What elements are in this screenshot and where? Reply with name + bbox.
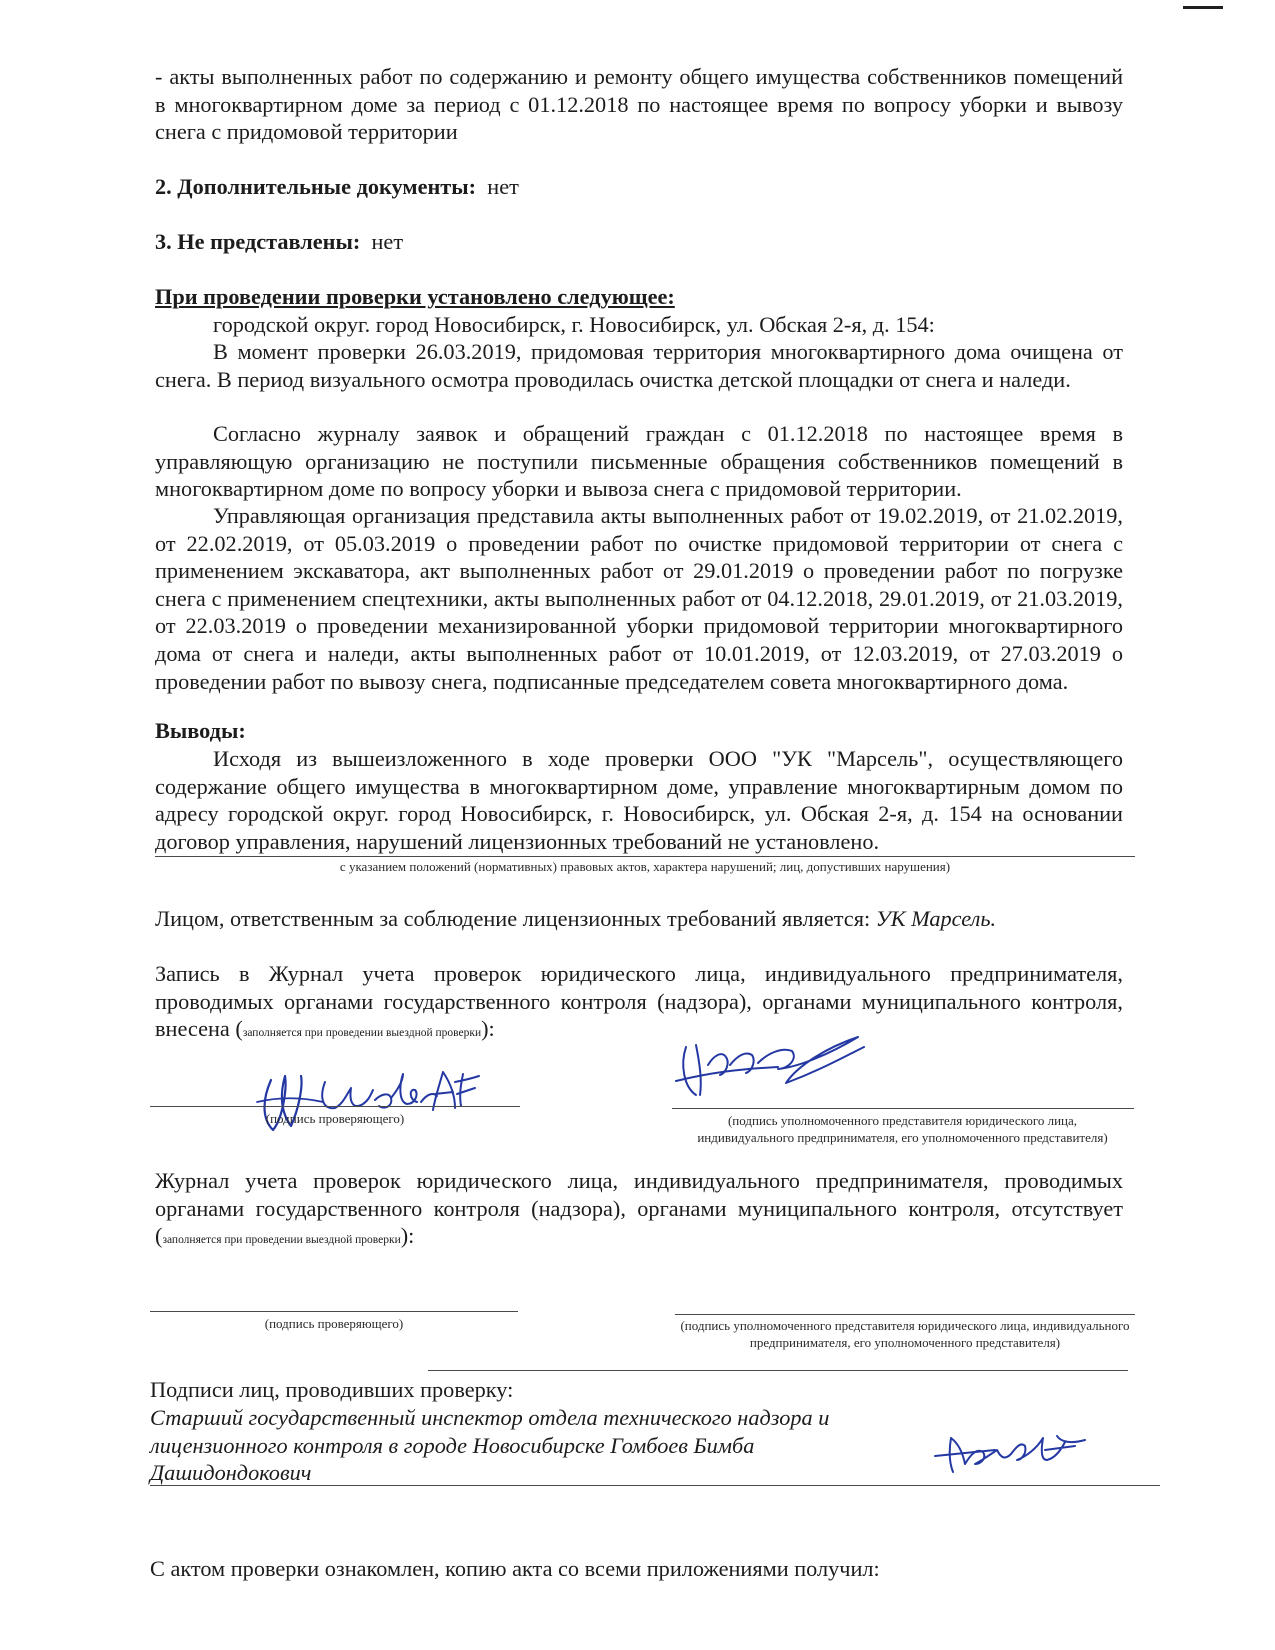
signers-heading: Подписи лиц, проводивших проверку: xyxy=(150,1377,514,1402)
inspector-caption-1: (подпись проверяющего) xyxy=(265,1111,405,1126)
conclusions-rule xyxy=(155,856,1135,857)
acknowledge-line: С актом проверки ознакомлен, копию акта со всеми приложениями получил: xyxy=(150,1556,880,1581)
responsible-line: Лицом, ответственным за соблюдение лицензионных требований является: УК Марсель. xyxy=(155,906,997,931)
journal-record-text: Запись в Журнал учета проверок юридического лица, индивидуального предпринимателя, проводимых органами государственного контроля (надзора), органами муниципального контроля, внесена (заполняется при проведении выездной проверки): xyxy=(155,961,1123,1042)
section3-label: 3. Не представлены: xyxy=(155,229,361,254)
scan-edge-mark xyxy=(1183,6,1223,9)
section2-label: 2. Дополнительные документы: xyxy=(155,174,477,199)
representative-signature-line-1 xyxy=(672,1108,1134,1109)
section-additional-documents xyxy=(155,173,1123,201)
representative-signature xyxy=(668,1025,898,1105)
responsible-value: УК Марсель. xyxy=(875,906,997,931)
findings-address: городской округ. город Новосибирск, г. Новосибирск, ул. Обская 2-я, д. 154: xyxy=(213,312,935,337)
section3-value: нет xyxy=(371,229,404,254)
inspector-signature-line-1 xyxy=(150,1106,520,1107)
section2-value: нет xyxy=(487,174,519,199)
signers-underline xyxy=(150,1485,1160,1486)
findings-paragraph-3: Управляющая организация представила акты выполненных работ от 19.02.2019, от 21.02.2019, от 22.02.2019, от 05.03.2019 о проведении работ по очистке придомовой территории от снега с применением экскаватора, акт выполненных работ от 29.01.2019 о проведении работ по погрузке снега с применением спецтехники, акты выполненных работ от 04.12.2018, 29.01.2019, от 21.03.2019, от 22.03.2019 о проведении механизированной уборки придомовой территории многоквартирного дома от снега и наледи, акты выполненных работ от 10.01.2019, от 12.03.2019, от 27.03.2019 о проведении работ по вывозу снега, подписанные председателем совета многоквартирного дома. xyxy=(155,503,1123,694)
journal-absent-note: заполняется при проведении выездной проверки xyxy=(162,1234,401,1247)
inspector-caption-2: (подпись проверяющего) xyxy=(264,1316,404,1331)
representative-underline-2 xyxy=(428,1370,1128,1371)
representative-signature-line-2 xyxy=(675,1314,1135,1315)
conclusions-caption: с указанием положений (нормативных) правовых актов, характера нарушений; лиц, допустивших нарушения) xyxy=(339,859,951,874)
findings-paragraph-2: Согласно журналу заявок и обращений граждан с 01.12.2018 по настоящее время в управляющую организацию не поступили письменные обращения собственников помещений в многоквартирном доме по вопросу уборки и вывоза снега с придомовой территории. xyxy=(155,421,1123,502)
section-not-provided xyxy=(155,228,1123,256)
conclusions-heading: Выводы: xyxy=(155,718,246,743)
top-paragraph: - акты выполненных работ по содержанию и ремонту общего имущества собственников помещений в многоквартирном доме за период с 01.12.2018 по настоящее время по вопросу уборки и вывозу снега с придомовой территории xyxy=(155,64,1123,145)
inspector-signature xyxy=(925,1420,1095,1480)
findings-heading: При проведении проверки установлено следующее: xyxy=(155,284,675,309)
representative-caption-2: (подпись уполномоченного представителя юридического лица, индивидуального предпринимателя, его уполномоченного представителя) xyxy=(680,1318,1130,1350)
journal-record-note: заполняется при проведении выездной проверки xyxy=(242,1027,482,1040)
representative-caption-1: (подпись уполномоченного представителя юридического лица, индивидуального предпринимателя, его уполномоченного представителя) xyxy=(697,1113,1108,1145)
journal-absent-text: Журнал учета проверок юридического лица, индивидуального предпринимателя, проводимых органами государственного контроля (надзора), органами муниципального контроля, отсутствует (заполняется при проведении выездной проверки): xyxy=(155,1168,1123,1249)
findings-paragraph-1: В момент проверки 26.03.2019, придомовая территория многоквартирного дома очищена от снега. В период визуального осмотра проводилась очистка детской площадки от снега и наледи. xyxy=(155,339,1123,392)
inspector-signature-line-2 xyxy=(150,1311,518,1312)
conclusions-text: Исходя из вышеизложенного в ходе проверки ООО "УК "Марсель", осуществляющего содержание общего имущества в многоквартирном доме, управление многоквартирным домом по адресу городской округ. город Новосибирск, г. Новосибирск, ул. Обская 2-я, д. 154 на основании договор управления, нарушений лицензионных требований не установлено. xyxy=(155,746,1123,854)
signers-name: Старший государственный инспектор отдела технического надзора и лицензионного контроля в городе Новосибирске Гомбоев Бимба Дашидондокович xyxy=(150,1405,830,1486)
